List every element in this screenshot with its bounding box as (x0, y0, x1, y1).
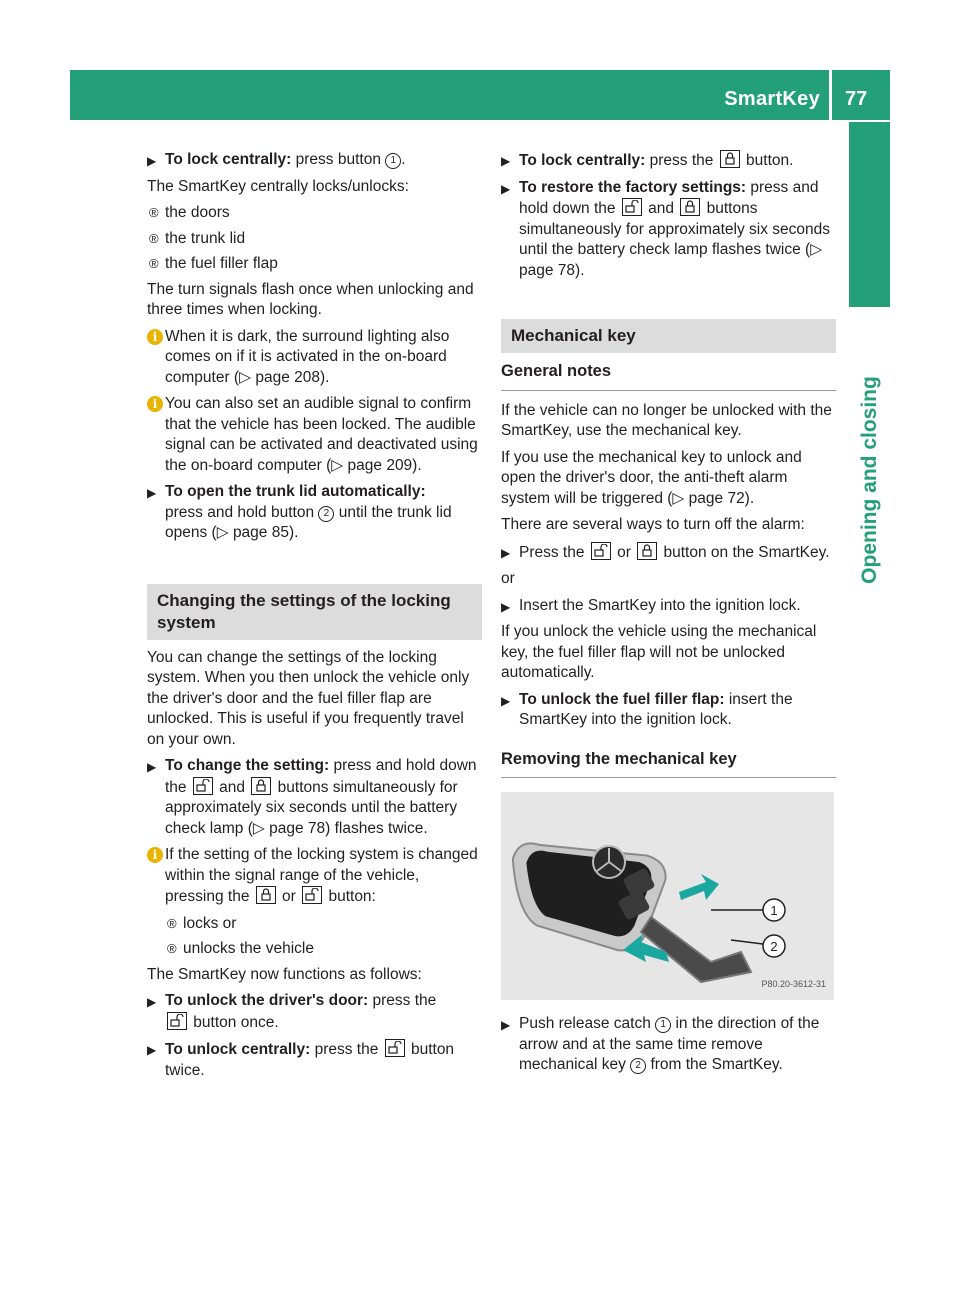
lock-icon (680, 198, 700, 216)
step-text: and (214, 778, 250, 796)
list-item (147, 914, 482, 935)
step-lock-centrally (147, 150, 482, 171)
info-text: You can also set an audible signal to confirm that the vehicle has been locked. The audible signal can be activated and deactivated using the on-board computer ( (165, 395, 478, 474)
lock-icon (720, 150, 740, 168)
figure-code: P80.20-3612-31 (761, 978, 826, 989)
info-icon: i (147, 396, 163, 412)
step-text: and (643, 200, 679, 217)
info-note (147, 327, 482, 389)
list-item-text: the trunk lid (165, 229, 246, 247)
page-ref-icon: ▷ (672, 489, 689, 507)
section-heading: Mechanical key (501, 319, 836, 353)
page-ref-icon: ▷ (252, 819, 270, 837)
bullet-marker: ® (149, 205, 159, 220)
paragraph (501, 448, 836, 510)
page-ref: page 85). (232, 524, 299, 541)
step-text: buttons simultaneously for approximately six seconds until the battery check lamp flashes twice ( (519, 200, 830, 258)
info-text: or (277, 888, 301, 905)
callout-2-label: 2 (770, 939, 778, 954)
unlock-icon (193, 777, 213, 795)
side-tab (849, 310, 890, 650)
info-icon: i (147, 847, 163, 863)
step-text: insert the SmartKey into the ignition lock. (519, 690, 793, 728)
step-arrow-icon: ▶ (147, 154, 157, 168)
paragraph: If the vehicle can no longer be unlocked with the SmartKey, use the mechanical key. (501, 401, 832, 439)
list-item-text: the fuel filler flap (165, 255, 278, 272)
step-text: buttons simultaneously for approximately six seconds until the battery check lamp ( (165, 778, 458, 837)
left-column (147, 150, 482, 1087)
info-note (147, 845, 482, 908)
list-item (147, 229, 482, 250)
step-restore-factory (501, 178, 836, 282)
page-ref-icon: ▷ (216, 524, 233, 541)
step-text: Press the (519, 543, 589, 561)
paragraph: The SmartKey now functions as follows: (147, 965, 422, 983)
step-unlock-driver-door (147, 991, 482, 1033)
step-bold: To restore the factory settings: (519, 178, 747, 196)
page-ref: page 72). (688, 489, 755, 507)
step-arrow-icon: ▶ (501, 181, 511, 196)
side-tab-block (849, 122, 890, 307)
step-press-button (501, 542, 836, 564)
unlock-icon (302, 886, 322, 904)
bullet-marker: ® (167, 915, 177, 931)
callout-number: 1 (655, 1017, 671, 1033)
info-icon: i (147, 329, 163, 345)
step-text: press the (310, 1041, 383, 1058)
paragraph: There are several ways to turn off the alarm: (501, 516, 805, 533)
step-arrow-icon: ▶ (501, 1018, 511, 1032)
list-item (147, 939, 482, 960)
step-bold: To lock centrally: (519, 152, 646, 169)
step-text: press and hold button (165, 503, 319, 521)
step-lock-centrally (501, 150, 836, 172)
step-change-setting (147, 756, 482, 839)
callout-number: 2 (318, 506, 334, 522)
smartkey-figure (501, 792, 834, 1000)
list-item (147, 254, 482, 275)
unlock-icon (622, 198, 642, 216)
step-remove-key (501, 1014, 836, 1076)
step-text: press button (291, 151, 386, 168)
step-text: press and hold down the (519, 178, 819, 217)
step-bold: To change the setting: (165, 757, 330, 774)
page-ref: page 78) (269, 819, 331, 837)
step-text: until the trunk lid opens ( (165, 503, 452, 541)
lock-icon (251, 777, 271, 795)
subheading: General notes (501, 361, 836, 391)
list-item-text: locks or (183, 914, 237, 932)
step-bold: To lock centrally: (165, 151, 292, 168)
step-arrow-icon: ▶ (147, 760, 157, 774)
bullet-marker: ® (167, 941, 177, 956)
list-item (147, 203, 482, 224)
callout-number: 2 (630, 1058, 646, 1074)
step-unlock-fuel-flap (501, 690, 836, 731)
step-arrow-icon: ▶ (147, 486, 157, 500)
step-text: button twice. (165, 1041, 455, 1079)
smartkey-illustration (501, 792, 834, 1000)
step-arrow-icon: ▶ (501, 599, 511, 614)
info-note (147, 394, 482, 476)
lock-icon (637, 542, 657, 560)
paragraph: If you unlock the vehicle using the mechanical key, the fuel filler flap will not be unlocked automatically. (501, 623, 817, 681)
step-text: . (401, 151, 406, 168)
page-number: 77 (845, 88, 868, 110)
paragraph-text: If you use the mechanical key to unlock and open the driver's door, the anti-theft alarm system will be triggered ( (501, 448, 802, 507)
step-bold: To unlock centrally: (165, 1041, 311, 1058)
paragraph: The SmartKey centrally locks/unlocks: (147, 177, 409, 195)
step-text: press the (645, 152, 718, 169)
unlock-icon (167, 1012, 187, 1030)
bullet-marker: ® (149, 230, 159, 246)
info-text: If the setting of the locking system is changed within the signal range of the vehicle, pressing the (165, 846, 478, 905)
unlock-icon (385, 1039, 405, 1057)
step-text: press the (368, 992, 437, 1009)
info-text: When it is dark, the surround lighting also comes on if it is activated in the on-board computer ( (165, 327, 450, 386)
step-text: Push release catch (519, 1015, 656, 1032)
step-text: from the SmartKey. (646, 1056, 783, 1073)
page-ref-icon: ▷ (810, 241, 823, 258)
bullet-marker: ® (149, 256, 159, 271)
page-title: SmartKey (724, 88, 820, 110)
step-arrow-icon: ▶ (147, 1043, 157, 1057)
step-insert-key (501, 596, 836, 617)
step-text: press and hold down the (165, 757, 477, 796)
list-item-text: unlocks the vehicle (183, 940, 314, 957)
step-bold: To unlock the driver's door: (165, 992, 369, 1009)
step-bold: To unlock the fuel filler flap: (519, 690, 725, 708)
step-text: or (612, 543, 636, 561)
paragraph: The turn signals flash once when unlocking and three times when locking. (147, 280, 474, 318)
info-text: button: (324, 888, 376, 905)
step-bold: To open the trunk lid automatically: (165, 483, 426, 500)
section-heading: Changing the settings of the locking system (147, 584, 482, 640)
callout-1-label: 1 (770, 903, 778, 918)
paragraph: You can change the settings of the locking system. When you then unlock the vehicle only the driver's door and the fuel filler flap are unlocked. This is useful if you frequently travel on your own. (147, 648, 470, 748)
step-arrow-icon: ▶ (501, 545, 511, 560)
list-item-text: the doors (165, 204, 230, 221)
side-tab-label: Opening and closing (857, 376, 881, 584)
step-unlock-centrally (147, 1039, 482, 1081)
subheading: Removing the mechanical key (501, 749, 836, 779)
step-arrow-icon: ▶ (147, 995, 157, 1009)
right-column (501, 150, 836, 1082)
step-open-trunk (147, 482, 482, 544)
callout-number: 1 (385, 153, 401, 169)
page-ref-icon: ▷ (239, 368, 256, 386)
page-ref: page 78). (519, 261, 585, 279)
page-ref: page 209). (347, 456, 422, 474)
header-divider (829, 70, 832, 122)
unlock-icon (591, 542, 611, 560)
paragraph: or (501, 570, 515, 587)
step-arrow-icon: ▶ (501, 154, 511, 168)
step-text: in the direction of the arrow and at the same time remove mechanical key (519, 1015, 820, 1073)
step-text: button. (741, 152, 794, 169)
step-text: button on the SmartKey. (659, 543, 830, 561)
step-text: Insert the SmartKey into the ignition lock. (519, 596, 801, 614)
page-ref: page 208). (255, 368, 330, 386)
page-ref-icon: ▷ (331, 456, 348, 474)
lock-icon (256, 886, 276, 904)
step-text: button once. (189, 1013, 279, 1031)
step-arrow-icon: ▶ (501, 693, 511, 708)
step-text: flashes twice. (330, 819, 428, 837)
